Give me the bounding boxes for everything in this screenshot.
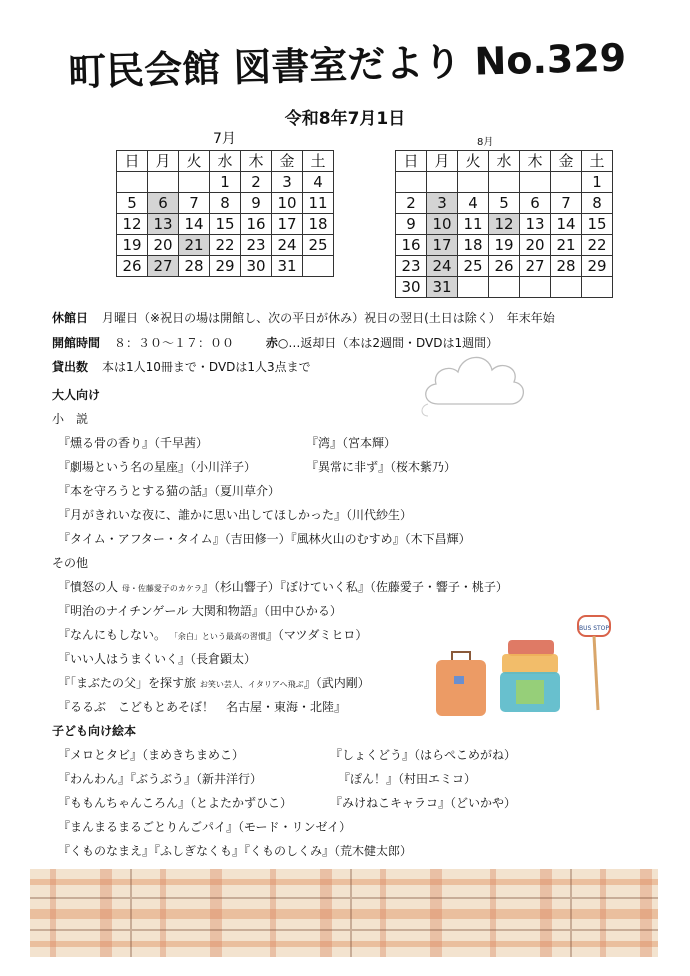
plaid-decoration bbox=[30, 869, 658, 957]
day-cell: 16 bbox=[241, 214, 272, 235]
day-cell: 13 bbox=[148, 214, 179, 235]
day-cell: 26 bbox=[117, 256, 148, 277]
suitcase-shape bbox=[436, 660, 486, 716]
day-cell: 8 bbox=[582, 193, 613, 214]
book-item: 『異常に非ず』（桜木紫乃） bbox=[306, 460, 457, 474]
bus-stop-text: BUS STOP bbox=[578, 625, 610, 632]
day-cell: 25 bbox=[303, 235, 334, 256]
return-text: …返却日（本は2週間・DVDは1週間） bbox=[288, 336, 499, 350]
book-item: 『明治のナイチンゲール 大関和物語』（田中ひかる） bbox=[58, 604, 342, 618]
day-cell bbox=[520, 277, 551, 298]
title-text: 町民会館 図書室だより No.329 bbox=[67, 35, 624, 92]
july-week-row bbox=[117, 214, 334, 235]
newsletter-title bbox=[64, 30, 624, 92]
july-week-row bbox=[117, 235, 334, 256]
day-cell: 20 bbox=[148, 235, 179, 256]
loan-text: 本は1人10冊まで・DVDは1人3点まで bbox=[102, 360, 311, 374]
weekday-cell: 火 bbox=[458, 151, 489, 172]
day-cell: 25 bbox=[458, 256, 489, 277]
day-cell: 17 bbox=[427, 235, 458, 256]
weekday-cell: 月 bbox=[148, 151, 179, 172]
loan-label: 貸出数 bbox=[52, 360, 89, 374]
weekday-cell: 日 bbox=[117, 151, 148, 172]
day-cell: 5 bbox=[117, 193, 148, 214]
day-cell: 24 bbox=[272, 235, 303, 256]
hours-label: 開館時間 bbox=[52, 336, 101, 350]
day-cell: 29 bbox=[210, 256, 241, 277]
day-cell bbox=[117, 172, 148, 193]
august-week-row bbox=[396, 256, 613, 277]
book-item: 『湾』（宮本輝） bbox=[306, 436, 397, 450]
day-cell bbox=[458, 172, 489, 193]
july-week-row bbox=[117, 193, 334, 214]
weekday-cell: 火 bbox=[179, 151, 210, 172]
book-item bbox=[58, 626, 367, 643]
day-cell bbox=[489, 277, 520, 298]
august-week-row bbox=[396, 172, 613, 193]
july-week-row bbox=[117, 172, 334, 193]
weekday-header bbox=[117, 151, 334, 172]
day-cell: 12 bbox=[117, 214, 148, 235]
day-cell: 15 bbox=[582, 214, 613, 235]
book-item: 『月がきれいな夜に、誰かに思い出してほしかった』（川代紗生） bbox=[58, 508, 413, 522]
august-week-row bbox=[396, 235, 613, 256]
day-cell: 29 bbox=[582, 256, 613, 277]
day-cell: 14 bbox=[551, 214, 582, 235]
weekday-cell: 金 bbox=[551, 151, 582, 172]
day-cell: 6 bbox=[520, 193, 551, 214]
day-cell bbox=[458, 277, 489, 298]
day-cell: 7 bbox=[179, 193, 210, 214]
day-cell: 3 bbox=[272, 172, 303, 193]
weekday-cell: 金 bbox=[272, 151, 303, 172]
day-cell: 22 bbox=[582, 235, 613, 256]
novel-heading: 小 説 bbox=[52, 412, 89, 426]
weekday-cell: 土 bbox=[303, 151, 334, 172]
loan-limit bbox=[52, 358, 311, 375]
day-cell: 20 bbox=[520, 235, 551, 256]
day-cell: 2 bbox=[241, 172, 272, 193]
august-week-row bbox=[396, 214, 613, 235]
day-cell: 3 bbox=[427, 193, 458, 214]
day-cell: 17 bbox=[272, 214, 303, 235]
issue-date: 令和8年7月1日 bbox=[284, 109, 406, 129]
book-author: 』（マツダミヒロ） bbox=[265, 628, 368, 642]
book-item: 『まんまるまるごとりんごパイ』（モード・リンゼイ） bbox=[58, 820, 352, 834]
book-author: 』（武内剛） bbox=[303, 676, 370, 690]
weekday-cell: 月 bbox=[427, 151, 458, 172]
day-cell: 16 bbox=[396, 235, 427, 256]
day-cell: 18 bbox=[303, 214, 334, 235]
book-title: 『なんにもしない。 bbox=[58, 628, 167, 642]
day-cell: 24 bbox=[427, 256, 458, 277]
weekday-cell: 水 bbox=[489, 151, 520, 172]
day-cell: 1 bbox=[210, 172, 241, 193]
book-item bbox=[58, 674, 370, 691]
day-cell: 7 bbox=[551, 193, 582, 214]
day-cell bbox=[148, 172, 179, 193]
day-cell: 6 bbox=[148, 193, 179, 214]
book-author: 』（杉山響子）『ぼけていく私』（佐藤愛子・響子・桃子） bbox=[201, 580, 508, 594]
day-cell: 2 bbox=[396, 193, 427, 214]
day-cell: 30 bbox=[396, 277, 427, 298]
weekday-cell: 水 bbox=[210, 151, 241, 172]
book-title: 『「まぶたの父」を探す旅 bbox=[58, 676, 197, 690]
day-cell: 8 bbox=[210, 193, 241, 214]
book-title: 『憤怒の人 bbox=[58, 580, 119, 594]
weekday-cell: 木 bbox=[241, 151, 272, 172]
day-cell: 13 bbox=[520, 214, 551, 235]
day-cell: 15 bbox=[210, 214, 241, 235]
day-cell: 11 bbox=[303, 193, 334, 214]
day-cell bbox=[179, 172, 210, 193]
day-cell: 31 bbox=[427, 277, 458, 298]
book-item: 『るるぶ こどもとあそぼ！ 名古屋・東海・北陸』 bbox=[58, 700, 347, 714]
day-cell: 4 bbox=[458, 193, 489, 214]
day-cell: 22 bbox=[210, 235, 241, 256]
day-cell: 1 bbox=[582, 172, 613, 193]
day-cell: 21 bbox=[551, 235, 582, 256]
august-calendar bbox=[395, 150, 613, 298]
weekday-header bbox=[396, 151, 613, 172]
day-cell: 4 bbox=[303, 172, 334, 193]
book-item: 『くものなまえ』『ふしぎなくも』『くものしくみ』（荒木健太郎） bbox=[58, 844, 413, 858]
book-item: 『みけねこキャラコ』（どいかや） bbox=[330, 796, 517, 810]
book-item: 『ももんちゃんころん』（とよたかずひこ） bbox=[58, 796, 293, 810]
closed-text: 月曜日（※祝日の場は開館し、次の平日が休み）祝日の翌日(土日は除く） 年末年始 bbox=[102, 311, 555, 325]
day-cell: 9 bbox=[396, 214, 427, 235]
book-subtitle: 母・佐藤愛子のカケラ bbox=[121, 584, 202, 593]
day-cell: 30 bbox=[241, 256, 272, 277]
day-cell bbox=[520, 172, 551, 193]
august-label: 8月 bbox=[477, 137, 494, 148]
day-cell bbox=[489, 172, 520, 193]
closed-days bbox=[52, 309, 555, 326]
day-cell: 28 bbox=[551, 256, 582, 277]
book-item: 『メロとタビ』（まめきちまめこ） bbox=[58, 748, 245, 762]
day-cell: 18 bbox=[458, 235, 489, 256]
day-cell bbox=[396, 172, 427, 193]
cloud-icon bbox=[418, 342, 530, 418]
book-subtitle: 「余白」という最高の習慣 bbox=[169, 632, 266, 641]
day-cell bbox=[551, 172, 582, 193]
day-cell: 21 bbox=[179, 235, 210, 256]
day-cell: 27 bbox=[520, 256, 551, 277]
day-cell: 27 bbox=[148, 256, 179, 277]
day-cell: 14 bbox=[179, 214, 210, 235]
weekday-cell: 土 bbox=[582, 151, 613, 172]
book-item: 『いい人はうまくいく』（長倉顕太） bbox=[58, 652, 257, 666]
book-item: 『燻る骨の香り』（千早茜） bbox=[58, 436, 209, 450]
day-cell: 12 bbox=[489, 214, 520, 235]
july-calendar bbox=[116, 150, 334, 277]
children-heading: 子ども向け絵本 bbox=[52, 724, 137, 738]
return-label: 赤○ bbox=[265, 336, 289, 350]
day-cell bbox=[427, 172, 458, 193]
day-cell: 23 bbox=[396, 256, 427, 277]
day-cell: 28 bbox=[179, 256, 210, 277]
weekday-cell: 木 bbox=[520, 151, 551, 172]
day-cell bbox=[582, 277, 613, 298]
day-cell bbox=[551, 277, 582, 298]
july-week-row bbox=[117, 256, 334, 277]
august-week-row bbox=[396, 193, 613, 214]
luggage-illustration bbox=[428, 610, 613, 722]
day-cell: 5 bbox=[489, 193, 520, 214]
day-cell: 9 bbox=[241, 193, 272, 214]
book-item: 『ぽん！』（村田エミコ） bbox=[338, 772, 477, 786]
day-cell: 19 bbox=[117, 235, 148, 256]
book-item: 『劇場という名の星座』（小川洋子） bbox=[58, 460, 257, 474]
day-cell: 26 bbox=[489, 256, 520, 277]
day-cell: 19 bbox=[489, 235, 520, 256]
book-item: 『タイム・アフター・タイム』（吉田修一）『風林火山のむすめ』（木下昌輝） bbox=[58, 532, 471, 546]
other-heading: その他 bbox=[52, 556, 89, 570]
august-week-row bbox=[396, 277, 613, 298]
book-item: 『わんわん』『ぶうぶう』（新井洋行） bbox=[58, 772, 263, 786]
day-cell: 10 bbox=[272, 193, 303, 214]
day-cell bbox=[303, 256, 334, 277]
book-subtitle: お笑い芸人、イタリアへ飛ぶ bbox=[199, 680, 304, 689]
day-cell: 31 bbox=[272, 256, 303, 277]
day-cell: 10 bbox=[427, 214, 458, 235]
july-label: 7月 bbox=[213, 131, 236, 147]
book-item: 『しょくどう』（はらぺこめがね） bbox=[330, 748, 517, 762]
weekday-cell: 日 bbox=[396, 151, 427, 172]
closed-label: 休館日 bbox=[52, 311, 89, 325]
adult-heading: 大人向け bbox=[52, 388, 101, 402]
day-cell: 23 bbox=[241, 235, 272, 256]
hours-text: ８：３０～１７：００ bbox=[114, 336, 235, 350]
book-item bbox=[58, 578, 508, 595]
day-cell: 11 bbox=[458, 214, 489, 235]
book-item: 『本を守ろうとする猫の話』（夏川草介） bbox=[58, 484, 281, 498]
